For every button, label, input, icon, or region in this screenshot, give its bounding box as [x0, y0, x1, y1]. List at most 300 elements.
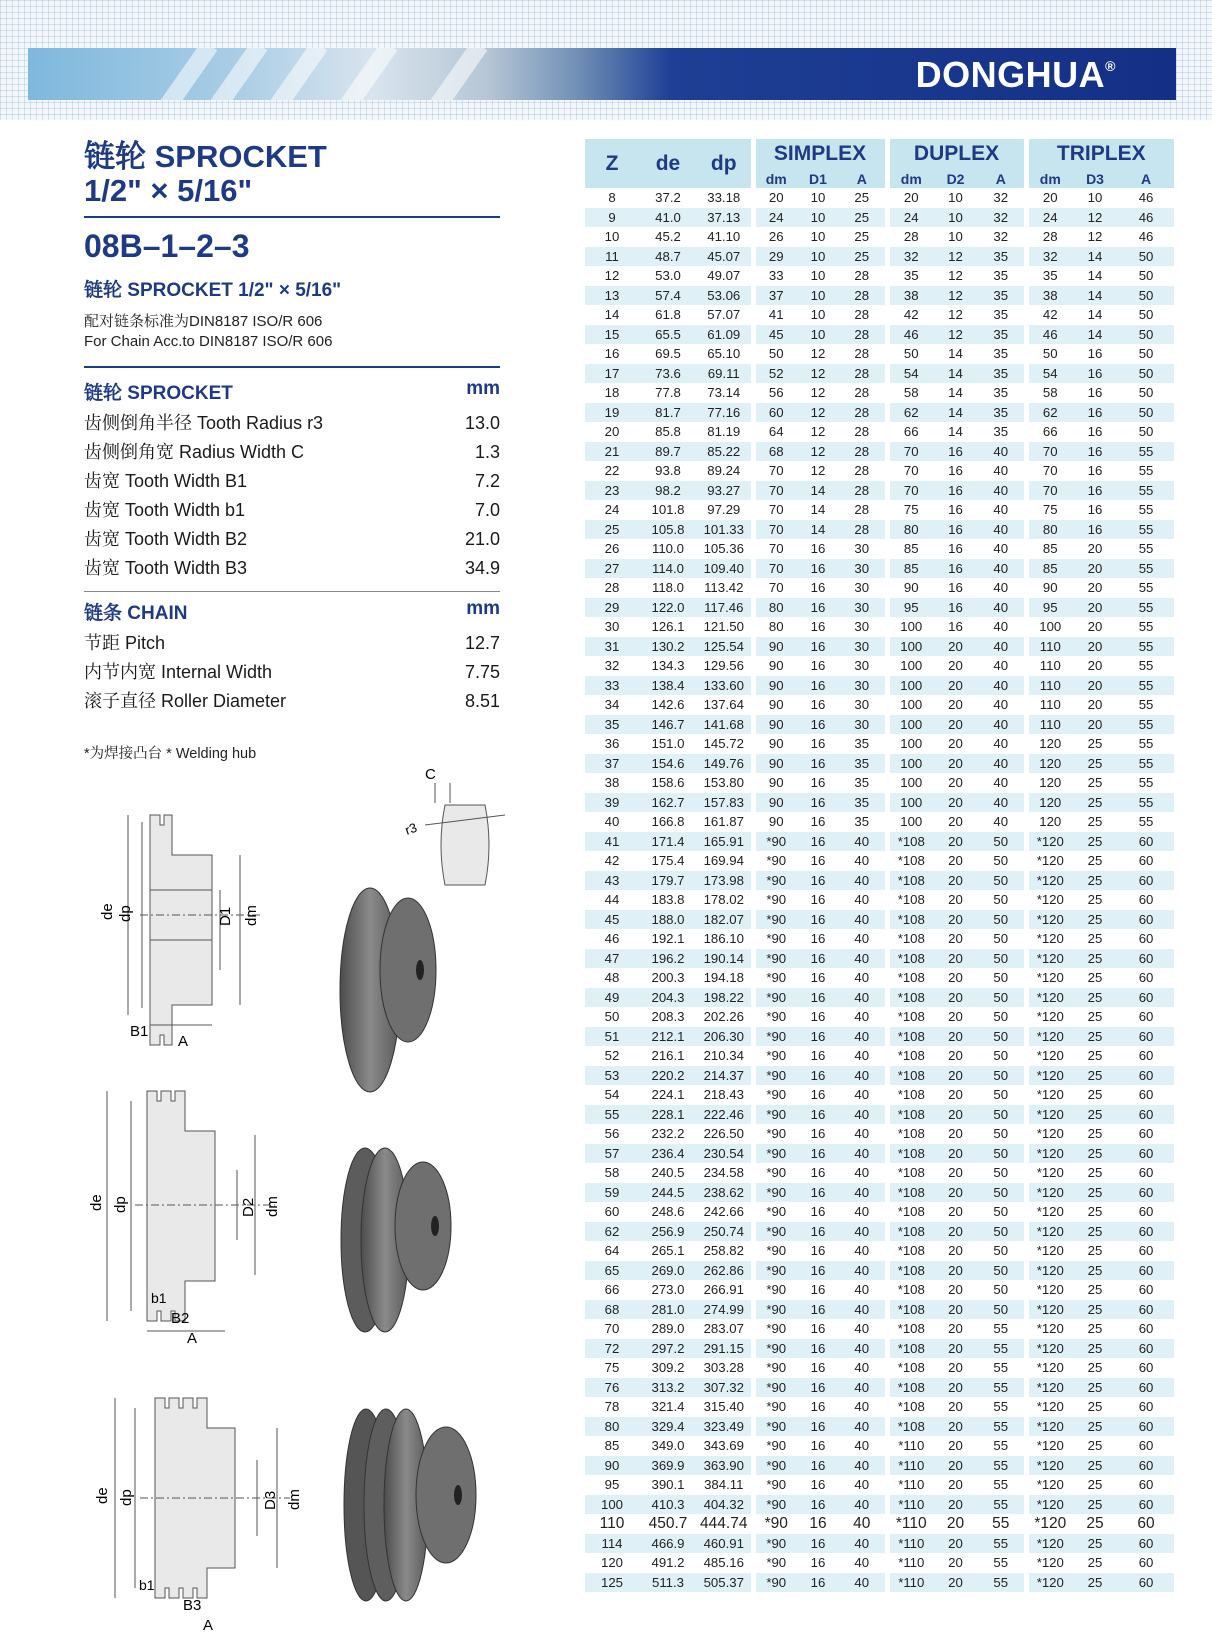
table-cell: 369.9 [639, 1456, 697, 1476]
table-cell: *120 [1026, 1085, 1072, 1105]
table-cell: *108 [887, 1183, 933, 1203]
table-cell: *90 [753, 1183, 797, 1203]
table-cell: 28 [1026, 227, 1072, 247]
table-cell: 16 [797, 1417, 839, 1437]
table-cell: 65.10 [697, 344, 753, 364]
table-cell: 70 [1026, 481, 1072, 501]
table-cell: 20 [933, 1085, 978, 1105]
table-cell: 100 [887, 793, 933, 813]
table-cell: 25 [1072, 968, 1118, 988]
table-cell: 45.07 [697, 247, 753, 267]
banner-streak [207, 48, 268, 100]
table-cell: 35 [978, 325, 1026, 345]
table-row [585, 1183, 1174, 1203]
table-cell: 41.10 [697, 227, 753, 247]
table-cell: 40 [839, 1202, 887, 1222]
table-cell: 95 [585, 1475, 639, 1495]
table-cell: *120 [1026, 1163, 1072, 1183]
table-cell: 206.30 [697, 1027, 753, 1047]
table-cell: 50 [1118, 422, 1174, 442]
table-cell: *90 [753, 851, 797, 871]
table-cell: *108 [887, 1280, 933, 1300]
table-cell: 20 [933, 1046, 978, 1066]
table-cell: *120 [1026, 1514, 1072, 1534]
table-cell: *120 [1026, 1397, 1072, 1417]
table-cell: 93.8 [639, 461, 697, 481]
table-cell: 20 [933, 773, 978, 793]
table-cell: 25 [1072, 1261, 1118, 1281]
table-cell: 30 [839, 695, 887, 715]
table-cell: 58 [887, 383, 933, 403]
table-cell: 14 [933, 403, 978, 423]
table-cell: 55 [1118, 676, 1174, 696]
table-row [585, 617, 1174, 637]
table-row [585, 637, 1174, 657]
table-cell: 321.4 [639, 1397, 697, 1417]
table-cell: *108 [887, 1144, 933, 1164]
table-cell: *90 [753, 929, 797, 949]
table-cell: 105.36 [697, 539, 753, 559]
table-cell: 51 [585, 1027, 639, 1047]
table-cell: 89.24 [697, 461, 753, 481]
simplex-drawing [90, 800, 290, 1060]
table-cell: 25 [1072, 910, 1118, 930]
table-cell: 28 [839, 500, 887, 520]
table-cell: 16 [797, 1124, 839, 1144]
table-cell: 146.7 [639, 715, 697, 735]
table-cell: 60 [1118, 1007, 1174, 1027]
table-cell: 12 [797, 383, 839, 403]
table-cell: 16 [797, 968, 839, 988]
table-cell: 16 [797, 1202, 839, 1222]
table-cell: *90 [753, 1085, 797, 1105]
table-cell: 37.2 [639, 188, 697, 208]
col-header-dp: dp [697, 139, 753, 188]
table-cell: 20 [933, 1319, 978, 1339]
sub-header-dm: dm [753, 169, 797, 188]
table-cell: 70 [753, 520, 797, 540]
table-cell: 45.2 [639, 227, 697, 247]
banner-streak [157, 48, 218, 100]
table-cell: 60 [1118, 832, 1174, 852]
table-cell: 16 [797, 1280, 839, 1300]
table-cell: 16 [797, 617, 839, 637]
table-cell: 55 [978, 1553, 1026, 1573]
table-cell: 25 [1072, 773, 1118, 793]
table-cell: 20 [1072, 715, 1118, 735]
table-cell: 25 [1072, 1027, 1118, 1047]
table-cell: 40 [978, 520, 1026, 540]
table-row [585, 500, 1174, 520]
table-cell: 80 [887, 520, 933, 540]
table-cell: *90 [753, 832, 797, 852]
table-cell: 20 [933, 1280, 978, 1300]
table-cell: 25 [1072, 1573, 1118, 1593]
table-cell: 28 [839, 286, 887, 306]
table-cell: 39 [585, 793, 639, 813]
table-cell: 25 [1072, 1222, 1118, 1242]
table-row [585, 422, 1174, 442]
label-D3: D3 [262, 1490, 279, 1510]
table-cell: 12 [933, 266, 978, 286]
table-cell: 24 [887, 208, 933, 228]
table-cell: *120 [1026, 1436, 1072, 1456]
table-cell: 60 [1118, 929, 1174, 949]
table-cell: 16 [797, 715, 839, 735]
table-cell: 50 [978, 1124, 1026, 1144]
table-cell: 25 [1072, 812, 1118, 832]
table-cell: 78 [585, 1397, 639, 1417]
label-dm: dm [243, 905, 260, 926]
label-r3: r3 [402, 819, 419, 838]
table-cell: 20 [933, 1495, 978, 1515]
table-cell: 50 [1118, 286, 1174, 306]
table-cell: *120 [1026, 832, 1072, 852]
table-cell: *120 [1026, 851, 1072, 871]
table-cell: *90 [753, 1339, 797, 1359]
table-cell: 20 [933, 1417, 978, 1437]
table-cell: 40 [839, 1066, 887, 1086]
prop-value: 21.0 [464, 529, 500, 549]
table-cell: 110 [1026, 656, 1072, 676]
table-cell: 40 [978, 500, 1026, 520]
table-cell: 16 [1072, 500, 1118, 520]
table-cell: *120 [1026, 1378, 1072, 1398]
table-cell: 16 [797, 1573, 839, 1593]
table-cell: 110 [1026, 676, 1072, 696]
table-cell: *108 [887, 851, 933, 871]
table-cell: 20 [933, 1573, 978, 1593]
table-cell: *90 [753, 890, 797, 910]
table-cell: 41 [753, 305, 797, 325]
table-cell: *120 [1026, 1319, 1072, 1339]
table-cell: 25 [1072, 754, 1118, 774]
table-cell: 16 [797, 1436, 839, 1456]
triplex-drawing [85, 1390, 315, 1635]
table-cell: 60 [1118, 1534, 1174, 1554]
table-cell: *90 [753, 871, 797, 891]
table-cell: *120 [1026, 1534, 1072, 1554]
table-cell: 25 [1072, 1319, 1118, 1339]
table-cell: 52 [585, 1046, 639, 1066]
table-cell: 240.5 [639, 1163, 697, 1183]
table-cell: 93.27 [697, 481, 753, 501]
table-cell: 40 [978, 793, 1026, 813]
table-cell: 120 [1026, 734, 1072, 754]
table-row [585, 364, 1174, 384]
table-cell: 35 [978, 364, 1026, 384]
table-cell: *90 [753, 1124, 797, 1144]
table-cell: *120 [1026, 1456, 1072, 1476]
table-cell: *110 [887, 1534, 933, 1554]
table-cell: 109.40 [697, 559, 753, 579]
table-cell: 28 [839, 325, 887, 345]
table-cell: 60 [1118, 1183, 1174, 1203]
table-cell: *90 [753, 1475, 797, 1495]
table-cell: 16 [933, 539, 978, 559]
table-cell: 25 [1072, 890, 1118, 910]
table-cell: *120 [1026, 1261, 1072, 1281]
table-cell: 77.16 [697, 403, 753, 423]
table-cell: 60 [1118, 890, 1174, 910]
table-row [585, 559, 1174, 579]
table-cell: 60 [1118, 1358, 1174, 1378]
table-cell: 214.37 [697, 1066, 753, 1086]
table-cell: 50 [978, 871, 1026, 891]
table-cell: *120 [1026, 890, 1072, 910]
table-cell: *108 [887, 1358, 933, 1378]
table-cell: 60 [1118, 1319, 1174, 1339]
table-cell: 25 [1072, 851, 1118, 871]
table-cell: 35 [585, 715, 639, 735]
table-row [585, 832, 1174, 852]
prop-label: 滚子直径 Roller Diameter [84, 691, 287, 711]
table-cell: 80 [585, 1417, 639, 1437]
table-cell: 32 [585, 656, 639, 676]
table-cell: 12 [797, 403, 839, 423]
table-cell: 25 [1072, 1553, 1118, 1573]
table-row [585, 793, 1174, 813]
table-cell: 40 [839, 1339, 887, 1359]
table-cell: 16 [797, 1378, 839, 1398]
table-row [585, 286, 1174, 306]
table-cell: *108 [887, 1397, 933, 1417]
prop-label: 齿侧倒角半径 Tooth Radius r3 [84, 413, 324, 433]
table-cell: 38 [1026, 286, 1072, 306]
table-row [585, 1319, 1174, 1339]
table-cell: 50 [978, 1280, 1026, 1300]
table-cell: 491.2 [639, 1553, 697, 1573]
table-cell: *120 [1026, 1280, 1072, 1300]
table-row [585, 208, 1174, 228]
table-cell: 40 [839, 1007, 887, 1027]
table-cell: 16 [797, 1514, 839, 1534]
brand-name: DONGHUA [915, 54, 1106, 95]
table-cell: 20 [933, 871, 978, 891]
table-cell: 25 [1072, 1358, 1118, 1378]
table-cell: 151.0 [639, 734, 697, 754]
table-cell: 28 [839, 442, 887, 462]
table-cell: 20 [933, 1222, 978, 1242]
table-cell: 40 [839, 1241, 887, 1261]
table-cell: 16 [797, 832, 839, 852]
table-cell: 32 [887, 247, 933, 267]
table-cell: 35 [887, 266, 933, 286]
table-cell: 68 [753, 442, 797, 462]
table-cell: *110 [887, 1495, 933, 1515]
table-row [585, 1358, 1174, 1378]
table-cell: 20 [753, 188, 797, 208]
table-cell: *120 [1026, 1300, 1072, 1320]
table-cell: 16 [1072, 403, 1118, 423]
table-cell: 60 [1118, 1027, 1174, 1047]
table-cell: 100 [887, 637, 933, 657]
table-row [585, 949, 1174, 969]
table-cell: 55 [1118, 754, 1174, 774]
table-cell: 25 [1072, 1124, 1118, 1144]
table-cell: *90 [753, 1105, 797, 1125]
table-cell: 25 [1072, 929, 1118, 949]
table-cell: 16 [797, 1222, 839, 1242]
table-cell: 53 [585, 1066, 639, 1086]
table-cell: 25 [1072, 1007, 1118, 1027]
table-cell: 60 [1118, 1495, 1174, 1515]
table-cell: 25 [1072, 988, 1118, 1008]
table-cell: 57 [585, 1144, 639, 1164]
table-cell: 171.4 [639, 832, 697, 852]
table-cell: *108 [887, 1046, 933, 1066]
table-cell: 40 [839, 1300, 887, 1320]
table-cell: 85 [887, 539, 933, 559]
table-row [585, 325, 1174, 345]
table-cell: 40 [839, 890, 887, 910]
table-row [585, 1027, 1174, 1047]
table-cell: 40 [839, 1085, 887, 1105]
table-cell: *90 [753, 1553, 797, 1573]
table-cell: *90 [753, 1378, 797, 1398]
table-cell: 16 [797, 656, 839, 676]
table-cell: 41.0 [639, 208, 697, 228]
table-cell: 50 [1118, 266, 1174, 286]
table-row [585, 442, 1174, 462]
table-cell: 20 [1072, 578, 1118, 598]
table-cell: 28 [887, 227, 933, 247]
table-cell: 55 [978, 1397, 1026, 1417]
table-row [585, 656, 1174, 676]
table-row [585, 851, 1174, 871]
table-cell: 85.22 [697, 442, 753, 462]
table-cell: 14 [1072, 286, 1118, 306]
table-cell: *108 [887, 988, 933, 1008]
table-cell: *90 [753, 1066, 797, 1086]
table-cell: 250.74 [697, 1222, 753, 1242]
table-cell: 315.40 [697, 1397, 753, 1417]
table-cell: *108 [887, 1202, 933, 1222]
table-row [585, 890, 1174, 910]
table-cell: 511.3 [639, 1573, 697, 1593]
table-row [585, 676, 1174, 696]
table-cell: 20 [933, 988, 978, 1008]
table-cell: 20 [933, 1202, 978, 1222]
table-cell: 50 [978, 890, 1026, 910]
label-B3: B3 [183, 1597, 202, 1614]
table-row [585, 1514, 1174, 1534]
table-cell: 20 [933, 851, 978, 871]
table-cell: 55 [1118, 637, 1174, 657]
table-cell: 404.32 [697, 1495, 753, 1515]
table-cell: 53.0 [639, 266, 697, 286]
prop-value: 34.9 [464, 558, 500, 578]
table-cell: 16 [797, 1319, 839, 1339]
table-row [585, 481, 1174, 501]
table-cell: 55 [978, 1417, 1026, 1437]
table-cell: 16 [797, 676, 839, 696]
table-cell: *108 [887, 929, 933, 949]
label-C: C [425, 766, 436, 783]
table-cell: 25 [1072, 1475, 1118, 1495]
table-cell: 16 [797, 1300, 839, 1320]
table-cell: 26 [753, 227, 797, 247]
table-cell: 55 [978, 1495, 1026, 1515]
table-cell: 40 [839, 1261, 887, 1281]
chain-section-title: 链条 CHAIN [84, 603, 188, 624]
table-cell: 40 [839, 1514, 887, 1534]
table-cell: 70 [753, 559, 797, 579]
table-cell: 16 [797, 1046, 839, 1066]
table-cell: 10 [797, 227, 839, 247]
table-cell: 16 [797, 1241, 839, 1261]
label-de: de [94, 1487, 111, 1504]
table-cell: 24 [753, 208, 797, 228]
table-cell: *120 [1026, 1553, 1072, 1573]
header-banner [0, 0, 1212, 120]
table-cell: *108 [887, 1417, 933, 1437]
table-cell: 27 [585, 559, 639, 579]
table-cell: 50 [978, 832, 1026, 852]
table-cell: 12 [933, 305, 978, 325]
table-cell: 62 [1026, 403, 1072, 423]
sub-header-A: A [1118, 169, 1174, 188]
standard-cn: 配对链条标准为DIN8187 ISO/R 606 [84, 313, 323, 330]
table-cell: *90 [753, 1027, 797, 1047]
table-cell: 89.7 [639, 442, 697, 462]
table-cell: 50 [1118, 305, 1174, 325]
table-cell: 20 [933, 1553, 978, 1573]
table-row [585, 754, 1174, 774]
table-cell: 25 [1072, 1163, 1118, 1183]
table-cell: 55 [1118, 539, 1174, 559]
table-cell: 16 [797, 1261, 839, 1281]
sub-header-A: A [839, 169, 887, 188]
table-cell: 16 [797, 949, 839, 969]
table-cell: 309.2 [639, 1358, 697, 1378]
table-cell: *108 [887, 1261, 933, 1281]
table-cell: 30 [839, 617, 887, 637]
table-cell: 50 [978, 910, 1026, 930]
table-cell: 10 [797, 188, 839, 208]
table-cell: 25 [1072, 1495, 1118, 1515]
label-A: A [178, 1033, 189, 1050]
table-cell: 25 [839, 227, 887, 247]
table-cell: 60 [1118, 1124, 1174, 1144]
table-cell: 16 [933, 500, 978, 520]
table-cell: 53.06 [697, 286, 753, 306]
table-cell: 20 [933, 949, 978, 969]
table-cell: 12 [797, 442, 839, 462]
spec-info-panel [84, 140, 500, 763]
table-cell: 18 [585, 383, 639, 403]
table-cell: 60 [1118, 1222, 1174, 1242]
table-cell: 183.8 [639, 890, 697, 910]
table-cell: *110 [887, 1553, 933, 1573]
table-cell: 60 [1118, 949, 1174, 969]
table-row [585, 305, 1174, 325]
table-cell: 90 [753, 637, 797, 657]
table-cell: 40 [839, 1495, 887, 1515]
table-cell: 90 [753, 695, 797, 715]
table-cell: 110 [1026, 695, 1072, 715]
table-cell: 16 [797, 1066, 839, 1086]
table-cell: 50 [978, 1046, 1026, 1066]
table-row [585, 1397, 1174, 1417]
table-cell: 20 [933, 1027, 978, 1047]
label-D2: D2 [240, 1197, 257, 1217]
group-header-triplex: TRIPLEX [1026, 139, 1174, 169]
table-cell: 55 [1118, 442, 1174, 462]
table-row [585, 1573, 1174, 1593]
table-cell: 40 [839, 851, 887, 871]
table-cell: 90 [753, 812, 797, 832]
